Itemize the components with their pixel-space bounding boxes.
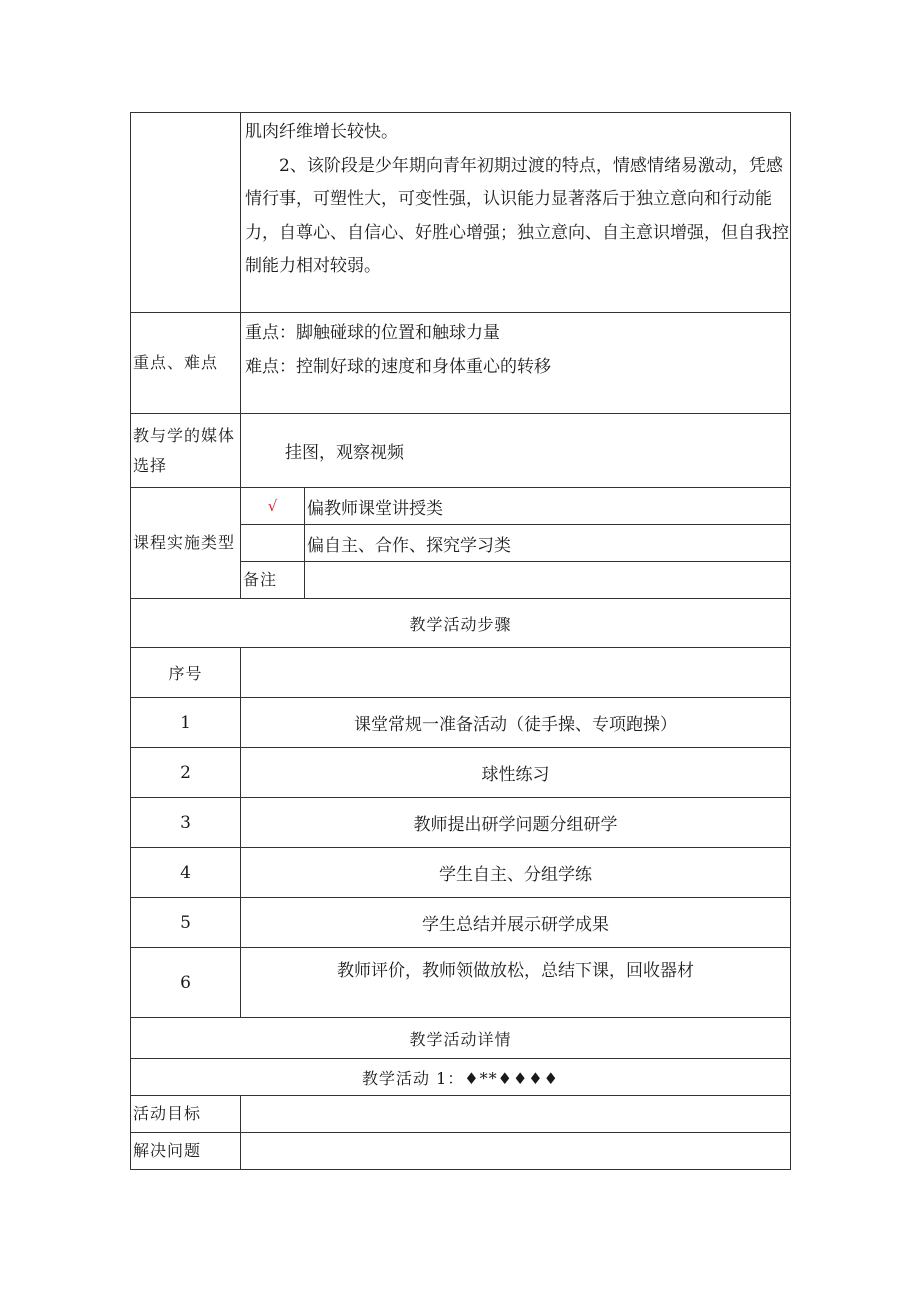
characteristics-line1: 肌肉纤维增长较快。 <box>245 122 398 142</box>
steps-title: 教学活动步骤 <box>131 599 791 648</box>
course-type-check-1[interactable]: √ <box>241 488 305 525</box>
step-text: 球性练习 <box>241 748 791 798</box>
note-label: 备注 <box>241 562 305 599</box>
step-number: 5 <box>131 898 241 948</box>
steps-header-blank <box>241 648 791 698</box>
key-points-label: 重点、难点 <box>131 313 241 414</box>
activity-problem-value[interactable] <box>241 1133 791 1170</box>
media-row <box>131 414 791 488</box>
step-number: 1 <box>131 698 241 748</box>
step-row <box>131 798 791 848</box>
steps-header-num: 序号 <box>131 648 241 698</box>
lesson-plan-table <box>130 112 791 1170</box>
step-text: 教师评价，教师领做放松，总结下课，回收器材 <box>241 948 791 1018</box>
step-row <box>131 898 791 948</box>
step-row <box>131 748 791 798</box>
key-points-cell <box>241 313 791 414</box>
course-type-option-2: 偏自主、合作、探究学习类 <box>305 525 791 562</box>
activity-problem-label: 解决问题 <box>131 1133 241 1170</box>
details-title: 教学活动详情 <box>131 1018 791 1059</box>
steps-title-row <box>131 599 791 648</box>
characteristics-label-cell <box>131 113 241 313</box>
activity-goal-value[interactable] <box>241 1096 791 1133</box>
step-number: 2 <box>131 748 241 798</box>
step-text: 学生总结并展示研学成果 <box>241 898 791 948</box>
difficulty-text: 难点：控制好球的速度和身体重心的转移 <box>245 356 551 377</box>
activity-goal-row <box>131 1096 791 1133</box>
step-number: 6 <box>131 948 241 1018</box>
step-text: 课堂常规一准备活动（徒手操、专项跑操） <box>241 698 791 748</box>
course-type-option-1: 偏教师课堂讲授类 <box>305 488 791 525</box>
step-number: 4 <box>131 848 241 898</box>
lesson-plan-document <box>130 112 790 1170</box>
step-text: 学生自主、分组学练 <box>241 848 791 898</box>
media-label: 教与学的媒体选择 <box>131 414 241 488</box>
activity-goal-label: 活动目标 <box>131 1096 241 1133</box>
activity-problem-row <box>131 1133 791 1170</box>
course-type-check-2[interactable] <box>241 525 305 562</box>
characteristics-row <box>131 113 791 313</box>
activity-title-row <box>131 1059 791 1096</box>
step-number: 3 <box>131 798 241 848</box>
characteristics-cell <box>241 113 791 313</box>
step-row <box>131 698 791 748</box>
step-row <box>131 948 791 1018</box>
step-text: 教师提出研学问题分组研学 <box>241 798 791 848</box>
course-type-label: 课程实施类型 <box>131 488 241 599</box>
note-value <box>305 562 791 599</box>
steps-header-row <box>131 648 791 698</box>
details-title-row <box>131 1018 791 1059</box>
characteristics-paragraph: 2、该阶段是少年期向青年初期过渡的特点，情感情绪易激动，凭感情行事，可塑性大，可变性强，认识能力显著落后于独立意向和行动能力，自尊心、自信心、好胜心增强；独立意向、自主意识增强，但自我控制能力相对较弱。 <box>245 155 789 276</box>
step-row <box>131 848 791 898</box>
activity-title: 教学活动 1：♦**♦♦♦♦ <box>131 1059 791 1096</box>
key-point-text: 重点：脚触碰球的位置和触球力量 <box>245 323 500 343</box>
key-points-row <box>131 313 791 414</box>
course-type-row-1 <box>131 488 791 525</box>
media-value: 挂图，观察视频 <box>241 414 791 488</box>
